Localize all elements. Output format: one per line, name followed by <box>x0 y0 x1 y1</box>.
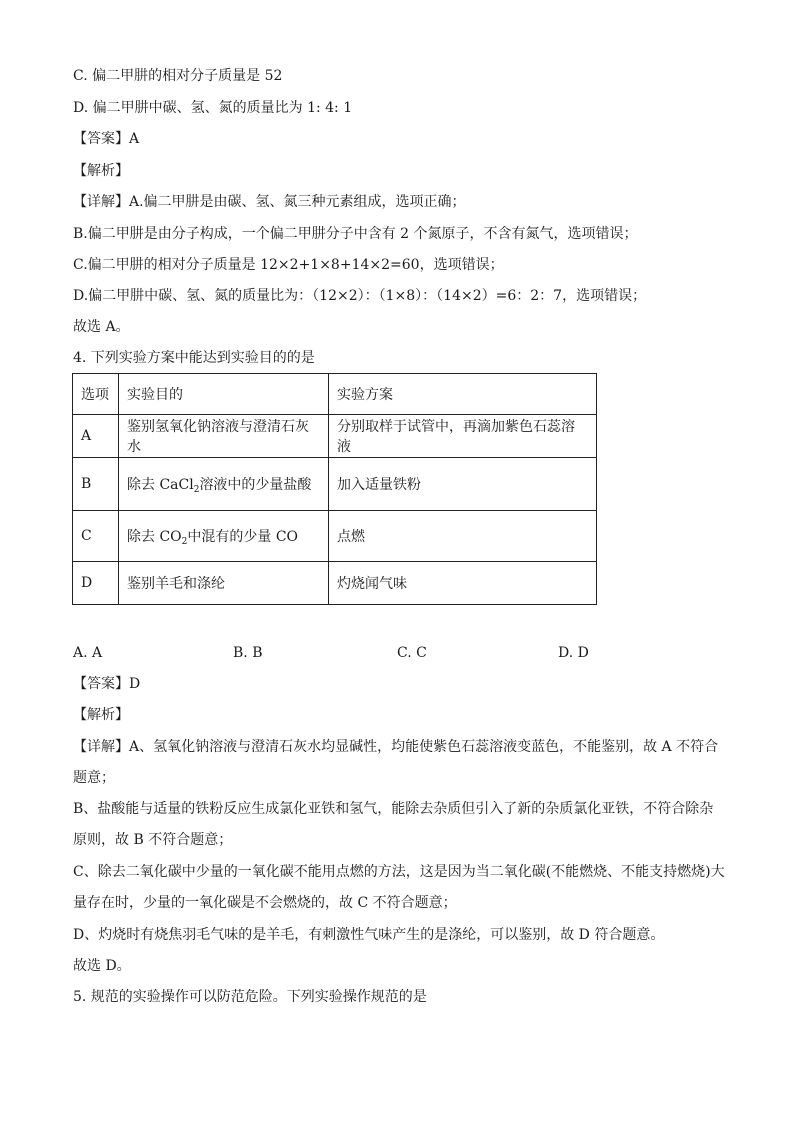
table-row <box>73 458 597 511</box>
choice-a: A. A <box>73 645 103 661</box>
detail-line: 原则，故 B 不符合题意； <box>73 832 233 848</box>
row-goal: 除去 CaCl$_2$溶液中的少量盐酸 <box>119 458 329 511</box>
table-row <box>73 511 597 562</box>
answer-label-q3: 【答案】A <box>73 131 140 147</box>
detail-line: B、盐酸能与适量的铁粉反应生成氯化亚铁和氢气，能除去杂质但引入了新的杂质氯化亚铁，不符合除杂 <box>73 801 714 817</box>
analysis-label-q3: 【解析】 <box>73 163 129 179</box>
experiment-table <box>72 373 597 605</box>
detail-line: C.偏二甲肼的相对分子质量是 12×2+1×8+14×2=60，选项错误； <box>73 257 504 273</box>
row-option: A <box>73 415 119 458</box>
conclusion-line: 故选 D。 <box>73 958 131 974</box>
option-d-line: D. 偏二甲肼中碳、氢、氮的质量比为 1: 4: 1 <box>73 100 353 116</box>
detail-line: 【详解】A、氢氧化钠溶液与澄清石灰水均显碱性，均能使紫色石蕊溶液变蓝色，不能鉴别，故 A 不符合 <box>73 739 719 755</box>
header-method: 实验方案 <box>329 374 597 415</box>
row-method: 灼烧闻气味 <box>329 562 597 605</box>
row-goal: 除去 $CO_2$中混有的少量 CO <box>119 511 329 562</box>
row-option: C <box>73 511 119 562</box>
choice-b: B. B <box>233 645 263 661</box>
table-row <box>73 415 597 458</box>
row-option: D <box>73 562 119 605</box>
table-row <box>73 562 597 605</box>
analysis-label-q4: 【解析】 <box>73 707 129 723</box>
option-c-line: C. 偏二甲肼的相对分子质量是 52 <box>73 68 283 84</box>
row-goal: 鉴别氢氧化钠溶液与澄清石灰水 <box>119 415 329 458</box>
row-method: 加入适量铁粉 <box>329 458 597 511</box>
detail-line: C、除去二氧化碳中少量的一氧化碳不能用点燃的方法，这是因为当二氧化碳(不能燃烧、不能支持燃烧)大 <box>73 864 725 880</box>
choice-d: D. D <box>558 645 589 661</box>
choice-c: C. C <box>397 645 427 661</box>
detail-line: D.偏二甲肼中碳、氢、氮的质量比为：（12×2）：（1×8）：（14×2）=6：2：7，选项错误； <box>73 288 647 304</box>
row-method: 分别取样于试管中，再滴加紫色石蕊溶液 <box>329 415 597 458</box>
detail-line: 题意； <box>73 770 115 786</box>
detail-line: 量存在时，少量的一氧化碳是不会燃烧的，故 C 不符合题意； <box>73 895 457 911</box>
table-header-row <box>73 374 597 415</box>
detail-line: 【详解】A.偏二甲肼是由碳、氢、氮三种元素组成，选项正确； <box>73 194 466 210</box>
header-goal: 实验目的 <box>119 374 329 415</box>
detail-line: B.偏二甲肼是由分子构成，一个偏二甲肼分子中含有 2 个氮原子，不含有氮气，选项错误； <box>73 226 638 242</box>
row-option: B <box>73 458 119 511</box>
detail-line: D、灼烧时有烧焦羽毛气味的是羊毛，有刺激性气味产生的是涤纶，可以鉴别，故 D 符合题意。 <box>73 927 665 943</box>
row-method: 点燃 <box>329 511 597 562</box>
answer-label-q4: 【答案】D <box>73 676 141 692</box>
question-4: 4. 下列实验方案中能达到实验目的的是 <box>73 350 315 366</box>
header-option: 选项 <box>73 374 119 415</box>
row-goal: 鉴别羊毛和涤纶 <box>119 562 329 605</box>
conclusion-line: 故选 A。 <box>73 319 130 335</box>
question-5: 5. 规范的实验操作可以防范危险。下列实验操作规范的是 <box>73 989 427 1005</box>
